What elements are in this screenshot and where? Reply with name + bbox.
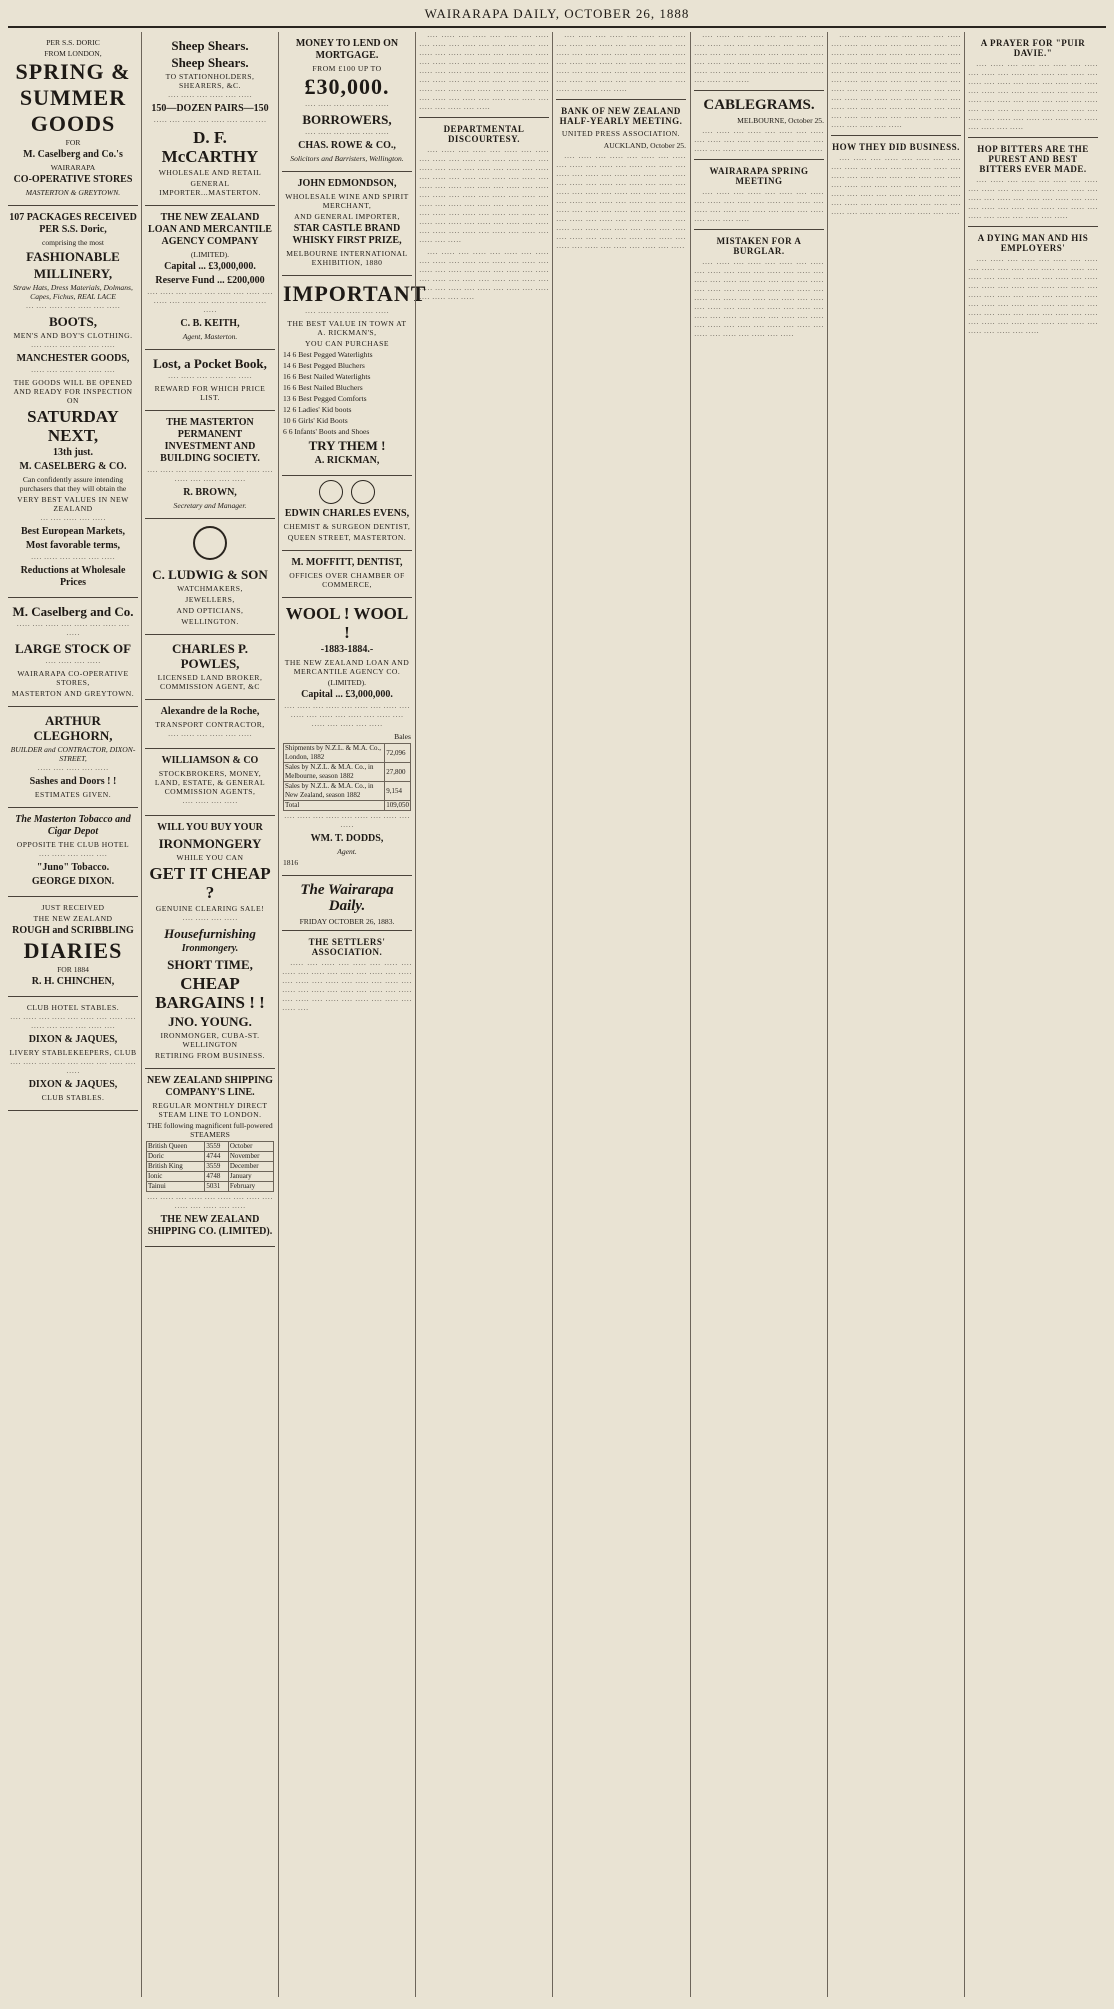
table-row [284, 782, 411, 801]
ad-line: GENUINE CLEARING SALE! [155, 904, 265, 913]
column-6 [694, 32, 824, 1997]
ad-line: FOR [65, 138, 81, 147]
ad-line: Sashes and Doors ! ! [29, 776, 117, 787]
masthead-rule [8, 26, 1106, 28]
table-cell: 27,800 [385, 763, 411, 782]
ad-wool [282, 598, 412, 876]
table-cell: October [228, 1142, 273, 1152]
column-rule [964, 32, 965, 1997]
table-cell: 4744 [205, 1152, 229, 1162]
story-body: ···· ····· ···· ····· ···· ····· ···· ····· ···· ····· ···· ····· ···· ····· ···· ····· ···· ····· ···· ····· ···· ····· ···· ····· ···· ····· ···· ····· ···· ····· ···· ····· ···· ····· ···· ····· ···· ····· ···· ····· ···· ····· ···· ····· ···· ····· ···· ····· [694, 32, 824, 86]
ad-line: THE BEST VALUE IN TOWN AT A. RICKMAN'S, [287, 319, 407, 337]
story-body: ···· ····· ···· ····· ···· ····· ···· ····· ···· ····· ···· ····· ···· ····· ···· ····· ···· ····· ···· ····· ···· ····· ···· ····· ···· ····· ···· ····· ···· ····· ···· ····· ···· ····· ···· ····· ···· ····· ···· ····· ···· ····· ···· ····· ···· ····· ···· ····· [419, 249, 549, 303]
ad-cleghorn [8, 707, 138, 808]
ad-line: A. RICKMAN, [314, 455, 380, 466]
ad-line: LICENSED LAND BROKER, COMMISSION AGENT, &C [157, 673, 263, 691]
table-row [284, 763, 411, 782]
table-cell: 109,050 [386, 801, 409, 809]
ad-body: ···· ····· ···· ····· ···· ····· ···· ····· ···· ····· [284, 813, 410, 831]
divider [419, 117, 549, 118]
table-row [147, 1172, 274, 1182]
ad-line: JEWELLERS, [185, 595, 235, 604]
table-cell: 9,154 [385, 782, 411, 801]
story-body: ···· ····· ···· ····· ···· ····· ···· ····· ···· ····· ···· ····· ···· ····· ···· ····· ···· ····· ···· ····· ···· ····· ···· ····· ···· ····· ···· ····· ···· ····· ···· ····· ···· ····· ···· ····· ···· ····· ···· ····· ···· ····· ···· ····· ···· ····· ···· ····· ···· ····· ···· ····· ···· ····· ···· ····· ···· ····· ···· ····· ···· ····· ···· ····· ···· ····· ···· ····· ···· ····· ···· ····· ···· ····· ···· ····· [419, 32, 549, 113]
ad-line: FASHIONABLE [26, 249, 120, 264]
ad-line: IRONMONGERY [158, 836, 262, 851]
ad-line: STAR CASTLE BRAND WHISKY FIRST PRIZE, [292, 223, 402, 246]
ad-line: Straw Hats, Dress Materials, Dolmans, Capes, Fichus, REAL LACE [13, 283, 133, 301]
ad-nz-loan [145, 206, 275, 350]
divider [694, 90, 824, 91]
story-heading: DEPARTMENTAL DISCOURTESY. [443, 124, 525, 144]
ad-firm: M. Caselberg and Co.'s [23, 149, 123, 160]
story-local [556, 32, 686, 252]
ad-line: D. F. McCARTHY [161, 128, 259, 166]
ad-rickman [282, 276, 427, 476]
column-5 [556, 32, 686, 1997]
story-body: ···· ····· ···· ····· ···· ····· ···· ····· ···· ····· ···· ····· ···· ····· ···· ····· ···· ····· ···· ····· ···· ····· ···· ····· ···· ····· ···· ····· ···· ····· ···· ····· ···· ····· ···· ····· ···· ····· ···· ····· ···· ····· ···· ····· ···· ····· ···· ····· ···· ····· ···· ····· ···· ····· ···· ····· ···· ····· ···· ····· ···· ····· ···· ····· ···· ····· ···· ····· ···· ····· ···· ····· ···· ····· ···· ····· ···· ····· ···· ····· ···· ····· ···· ····· ···· ····· ···· ····· ···· ····· ···· ····· ···· ····· ···· ····· ···· ····· [556, 153, 686, 252]
story-prayer [968, 38, 1098, 337]
ad-body: ···· ····· ···· ····· [182, 915, 238, 924]
newspaper-masthead: The Wairarapa Daily. [300, 882, 394, 914]
ad-line: TO STATIONHOLDERS, SHEARERS, &C. [165, 72, 255, 90]
ad-body: ···· ····· ···· ····· ···· ····· ···· ····· ···· ····· ···· ····· ···· ····· [147, 467, 273, 485]
ad-line: "Juno" Tobacco. [36, 862, 110, 873]
ad-line: MASTERTON & GREYTOWN. [25, 188, 121, 197]
ad-body: ···· ····· ···· ····· ···· ····· ···· ····· ···· ····· ···· ····· ···· ····· ···· [10, 1014, 136, 1032]
crest-icon [351, 480, 375, 504]
table-cell: Sales by N.Z.L. & M.A. Co., in New Zealand, season 1882 [284, 782, 385, 801]
ad-line: C. LUDWIG & SON [152, 567, 268, 582]
ad-body: ···· ····· ···· ····· ···· ····· ···· ····· ···· ····· ···· ····· ···· ····· ···· ····· ···· ····· ···· ····· ···· ····· [284, 703, 410, 730]
table-cell: 3559 [205, 1162, 229, 1172]
ad-line: WOOL ! WOOL ! [285, 604, 409, 642]
column-rule [415, 32, 416, 1997]
ad-line: MEN'S AND BOY'S CLOTHING. [13, 331, 133, 340]
ad-line: Agent. [337, 847, 357, 856]
table-cell: 5031 [205, 1182, 229, 1192]
ad-line: BORROWERS, [302, 112, 392, 127]
table-cell: December [228, 1162, 273, 1172]
ad-line: Ironmongery. [181, 943, 239, 954]
story-heading: WAIRARAPA SPRING MEETING [709, 166, 809, 186]
ad-line: THE NEW ZEALAND LOAN AND MERCANTILE AGENCY CO. [284, 658, 410, 676]
ad-line: CLUB HOTEL STABLES. [26, 1003, 120, 1012]
ad-line: WAIRARAPA CO-OPERATIVE STORES, [17, 669, 129, 687]
ad-line: PER S.S. DORIC [46, 38, 100, 47]
ad-line: CHEAP BARGAINS ! ! [155, 974, 265, 1012]
ad-line: 13 6 Best Pegged Comforts [283, 394, 367, 403]
story-body: ···· ····· ···· ····· ···· ····· ···· ····· ···· ····· ···· ····· ···· ····· ···· ····· ···· ····· ···· ····· ···· ····· ···· ····· ···· ····· ···· ····· ···· ····· ···· ····· ···· ····· ···· ····· ···· ····· ···· ····· ···· ····· [968, 177, 1098, 222]
ad-line: C. B. KEITH, [180, 318, 240, 329]
ad-line: QUEEN STREET, MASTERTON. [287, 533, 407, 542]
story-body: ···· ····· ···· ····· ···· ····· ···· ····· ···· ····· ···· ····· ···· ····· ···· ····· ···· ····· ···· ····· ···· ····· ···· ····· ···· ····· [694, 128, 824, 155]
ad-club-stables [8, 997, 138, 1111]
ad-line: JNO. YOUNG. [168, 1014, 252, 1029]
ad-line: Secretary and Manager. [173, 501, 247, 510]
ad-line: CLUB STABLES. [41, 1093, 105, 1102]
ad-line: ESTIMATES GIVEN. [34, 790, 112, 799]
ad-line: GENERAL IMPORTER...MASTERTON. [159, 179, 261, 197]
ad-line: FROM £100 UP TO [312, 64, 382, 73]
ad-line: Housefurnishing [164, 926, 256, 941]
ad-powles [145, 635, 275, 700]
ad-line: Can confidently assure intending purchasers that they will obtain the [19, 475, 127, 493]
ad-line: M. Caselberg and Co. [12, 604, 134, 619]
divider [694, 159, 824, 160]
table-cell: Doric [147, 1152, 205, 1162]
story-heading: BANK OF NEW ZEALAND HALF-YEARLY MEETING. [559, 106, 683, 126]
ad-money-lend [282, 32, 412, 172]
table-cell: Tainui [147, 1182, 205, 1192]
story-body: ···· ····· ···· ····· ···· ····· ···· ····· ···· ····· ···· ····· ···· ····· ···· ····· ···· ····· ···· ····· ···· ····· ···· ····· ···· ····· ···· ····· ···· ····· ···· ····· ···· ····· ···· ····· ···· ····· ···· ····· ···· ····· ···· ····· ···· ····· ···· ····· ···· ····· ···· ····· ···· ····· ···· ····· ···· ····· [556, 32, 686, 95]
table-cell: 3559 [205, 1142, 229, 1152]
ad-heading-goods: GOODS [30, 111, 116, 136]
ad-line: WHOLESALE AND RETAIL [158, 168, 262, 177]
ad-line: REGULAR MONTHLY DIRECT STEAM LINE TO LONDON. [152, 1101, 268, 1119]
ad-line: (LIMITED). [190, 250, 230, 259]
ad-line: SHORT TIME, [167, 957, 253, 972]
ad-line: AND OPTICIANS, [176, 606, 244, 615]
ad-body: ···· ····· ···· ····· ···· [38, 851, 108, 860]
editorial [282, 882, 412, 1014]
ad-line: THE GOODS WILL BE OPENED AND READY FOR INSPECTION ON [13, 378, 133, 405]
story-body: ····· ···· ····· ···· ····· ···· ····· ···· ····· ···· ····· ···· ····· ···· ····· ···· ····· ···· ····· ···· ····· ···· ····· ···· ····· ···· ····· ···· ····· ···· ····· ···· ····· ···· ····· ···· ····· ···· ····· ···· ····· ···· ····· ···· ····· ···· [282, 960, 412, 1014]
ad-line: Alexandre de la Roche, [160, 706, 260, 717]
story-body: ···· ····· ···· ····· ···· ····· ···· ····· ···· ····· ···· ····· ···· ····· ···· ····· ···· ····· ···· ····· ···· ····· ···· ····· ···· ····· ···· ····· ···· ····· ···· ····· ···· ····· ···· ····· ···· ····· ···· ····· ···· ····· ···· ····· ···· ····· ···· ····· ···· ····· ···· ····· ···· ····· ···· ····· ···· ····· ···· ····· ···· ····· ···· ····· ···· ····· ···· ····· ···· ····· ···· ····· ···· ····· ···· ····· ···· ····· ···· ····· ···· ····· ···· ····· ···· ····· ···· ····· ···· ····· ···· ····· [419, 147, 549, 246]
ad-line: MASTERTON AND GREYTOWN. [11, 689, 135, 698]
ad-body: ···· ····· ···· ····· ···· ····· [167, 92, 253, 101]
column-2 [145, 32, 275, 1997]
table-cell: British Queen [147, 1142, 205, 1152]
ad-line: AND GENERAL IMPORTER, [294, 212, 400, 221]
table-cell: November [228, 1152, 273, 1162]
page-masthead: WAIRARAPA DAILY, OCTOBER 26, 1888 [424, 6, 690, 21]
ad-line: Most favorable terms, [25, 540, 121, 551]
ad-line: Capital ... £3,000,000. [164, 261, 256, 272]
ad-line: 14 6 Best Pegged Waterlights [283, 350, 373, 359]
ad-ludwig [145, 519, 275, 635]
ad-line: TRANSPORT CONTRACTOR, [155, 720, 265, 729]
crest-icon [319, 480, 343, 504]
ad-line: GEORGE DIXON. [31, 876, 115, 887]
ad-line: LIVERY STABLEKEEPERS, CLUB [9, 1048, 137, 1057]
table-cell: January [228, 1172, 273, 1182]
ad-line: DIARIES [23, 938, 123, 963]
table-cell: Total [284, 801, 385, 811]
ad-line: STOCKBROKERS, MONEY, LAND, ESTATE, & GENERAL COMMISSION AGENTS, [154, 769, 266, 796]
ad-line: JOHN EDMONDSON, [297, 178, 397, 189]
ad-line: WHILE YOU CAN [176, 853, 244, 862]
table-row [147, 1142, 274, 1152]
ad-line: WHOLESALE WINE AND SPIRIT MERCHANT, [285, 192, 409, 210]
ad-body: ···· ····· ···· ····· ···· ····· [304, 129, 390, 138]
story-body: ···· ····· ···· ····· ···· ····· ···· ····· ···· ····· ···· ····· ···· ····· ···· ····· ···· ····· ···· ····· ···· ····· ···· ····· ···· ····· ···· ····· ···· ····· ···· ····· ···· ····· ···· ····· ···· ····· ···· ····· ···· ····· ···· ····· ···· ····· ···· ····· ···· ····· ···· ····· ···· ····· ···· ····· ···· ····· ···· ····· ···· ····· [831, 155, 961, 218]
ad-body: ···· ····· ···· ····· ···· ····· ···· ····· ···· ····· ···· ····· ···· ····· ···· ····· ···· ····· [147, 289, 273, 316]
ad-line: 13th just. [52, 447, 93, 458]
ad-line: OPPOSITE THE CLUB HOTEL [16, 840, 130, 849]
table-cell: 4748 [205, 1172, 229, 1182]
divider [968, 137, 1098, 138]
ad-body: ···· ····· ···· ····· ···· ····· [167, 373, 253, 382]
ad-line: The Masterton Tobacco and Cigar Depot [15, 814, 131, 837]
story-burglar-cont [831, 32, 961, 218]
ad-line: 12 6 Ladies' Kid boots [283, 405, 352, 414]
story-subheading: UNITED PRESS ASSOCIATION. [561, 129, 681, 138]
ad-line: BUILDER and CONTRACTOR, DIXON-STREET, [10, 745, 136, 763]
ad-line: -1883-1884.- [320, 644, 374, 655]
ad-body: ····· ···· ····· ···· ····· ···· ····· ···· ····· [16, 621, 130, 639]
ad-line: WELLINGTON. [181, 617, 239, 626]
ad-line: DIXON & JAQUES, [28, 1034, 118, 1045]
divider [282, 930, 412, 931]
ad-line: MONEY TO LEND ON MORTGAGE. [295, 38, 399, 61]
ad-pocket-book [145, 350, 275, 411]
ad-line: Reductions at Wholesale Prices [20, 565, 126, 588]
ad-line: £30,000. [304, 74, 390, 99]
ad-line: THE following magnificent full-powered STEAMERS [147, 1121, 273, 1139]
story-heading: HOP BITTERS ARE THE PUREST AND BEST BITTERS EVER MADE. [977, 144, 1089, 174]
ad-line: EDWIN CHARLES EVENS, [284, 508, 410, 519]
ad-body: ··· ···· ····· ···· ····· [40, 515, 106, 524]
ad-line: VERY BEST VALUES IN NEW ZEALAND [17, 495, 129, 513]
table-cell: Ionic [147, 1172, 205, 1182]
ad-line: SATURDAY NEXT, [27, 407, 119, 445]
story-heading: THE SETTLERS' ASSOCIATION. [308, 937, 386, 957]
story-body: ···· ····· ···· ····· ···· ····· ···· ····· ···· ····· ···· ····· ···· ····· ···· ····· ···· ····· ···· ····· ···· ····· ···· ····· ···· ····· ···· ····· ···· ····· ···· ····· ···· ····· ···· ····· ···· ····· ···· ····· ···· ····· ···· ····· ···· ····· ···· ····· ···· ····· ···· ····· ···· ····· ···· ····· ···· ····· ···· ····· ···· ····· ···· ····· ···· ····· [968, 61, 1098, 133]
ad-line: 14 6 Best Pegged Bluchers [283, 361, 365, 370]
ad-line: MELBOURNE INTERNATIONAL EXHIBITION, 1880 [286, 249, 408, 267]
divider [831, 135, 961, 136]
ad-caselberg-stock [8, 598, 138, 707]
story-body: ···· ····· ···· ····· ···· ····· ···· ····· ···· ····· ···· ····· ···· ····· ···· ····· ···· ····· ···· ····· ···· ····· ···· ····· ···· ····· ···· ····· ···· ····· ···· ····· ···· ····· ···· ····· ···· ····· ···· ····· ···· ····· ···· ····· ···· ····· ···· ····· ···· ····· ···· ····· ···· ····· ···· ····· ···· ····· ···· ····· ···· ····· ···· ····· ···· ····· ···· ····· ···· ····· ···· ····· ···· ····· ···· ····· [968, 256, 1098, 337]
watch-engraving [193, 526, 227, 560]
ad-diaries [8, 897, 138, 997]
table-row [284, 801, 411, 811]
ad-line: IRONMONGER, CUBA-ST. WELLINGTON [160, 1031, 260, 1049]
ad-line: WILL YOU BUY YOUR [157, 822, 263, 833]
ad-line: 10 6 Girls' Kid Boots [283, 416, 348, 425]
column-rule [141, 32, 142, 1997]
editorial-date: FRIDAY OCTOBER 26, 1883. [299, 917, 395, 926]
ad-line: R. H. CHINCHEN, [31, 976, 115, 987]
ad-line: ROUGH and SCRIBBLING [12, 925, 134, 936]
ad-line: 107 PACKAGES RECEIVED PER S.S. Doric, [9, 212, 137, 235]
table-row [147, 1182, 274, 1192]
ad-line: LARGE STOCK OF [14, 641, 132, 656]
column-4 [419, 32, 549, 1997]
ad-line: THE NEW ZEALAND [33, 914, 113, 923]
column-3 [282, 32, 427, 1997]
story-body: ···· ····· ···· ····· ···· ····· ···· ····· ···· ····· ···· ····· ···· ····· ···· ····· ···· ····· ···· ····· ···· ····· ···· ····· ···· ····· ···· ····· ···· ····· [694, 189, 824, 225]
ad-line: FROM LONDON, [44, 49, 102, 58]
ad-line: WM. T. DODDS, [310, 833, 384, 844]
columns [8, 32, 1106, 1997]
ad-line: THE MASTERTON PERMANENT INVESTMENT AND BUILDING SOCIETY. [160, 417, 260, 464]
ad-line: DIXON & JAQUES, [28, 1079, 118, 1090]
ad-body: ····· ···· ····· ···· ····· ···· ····· ···· [153, 117, 267, 126]
ad-body: ···· ····· ···· ····· [45, 658, 101, 667]
story-dateline: MELBOURNE, October 25. [737, 116, 824, 125]
ad-body: ···· ····· ···· ····· ···· ····· ···· ····· ···· ····· ···· ····· ···· ····· [147, 1194, 273, 1212]
ad-line: Best European Markets, [21, 526, 125, 537]
story-dateline: AUCKLAND, October 25. [603, 141, 686, 150]
ad-line: BOOTS, [48, 314, 98, 329]
ad-line: 16 6 Best Nailed Bluchers [283, 383, 363, 392]
bales-table [283, 743, 411, 811]
ad-body: ···· ····· ···· ····· ···· ····· [167, 731, 253, 740]
ad-line: WATCHMAKERS, [177, 584, 243, 593]
ad-line: REWARD FOR WHICH PRICE LIST. [154, 384, 266, 402]
ad-roche [145, 700, 275, 749]
ad-line: CHAS. ROWE & CO., [298, 140, 396, 151]
table-cell: Shipments by N.Z.L. & M.A. Co., London, 1882 [284, 744, 385, 763]
ad-line: 150—DOZEN PAIRS—150 [151, 103, 269, 114]
ad-line: CHARLES P. POWLES, [171, 641, 249, 671]
ad-line: MANCHESTER GOODS, [16, 353, 130, 364]
ad-line: Lost, a Pocket Book, [153, 356, 267, 371]
column-rule [827, 32, 828, 1997]
royal-arms-emblem [283, 480, 411, 506]
divider [556, 99, 686, 100]
table-cell: February [228, 1182, 273, 1192]
story-heading: HOW THEY DID BUSINESS. [832, 142, 960, 152]
ad-line: WILLIAMSON & CO [161, 755, 259, 766]
ad-body: ····· ···· ····· ···· ····· [37, 765, 109, 774]
ad-line: Sheep Shears. [171, 38, 249, 53]
ad-line: M. MOFFITT, DENTIST, [291, 557, 403, 568]
story-body: ···· ····· ···· ····· ···· ····· ···· ····· ···· ····· ···· ····· ···· ····· ···· ····· ···· ····· ···· ····· ···· ····· ···· ····· ···· ····· ···· ····· ···· ····· ···· ····· ···· ····· ···· ····· ···· ····· ···· ····· ···· ····· ···· ····· ···· ····· ···· ····· ···· ····· ···· ····· ···· ····· ···· ····· ···· ····· ···· ····· ···· ····· ···· ····· ···· ····· ···· ····· ···· ····· ···· ····· ···· ····· ···· ····· ···· ····· ···· ····· ···· ····· ···· ····· ···· ····· ···· ····· ···· ····· ···· ····· ···· ····· [831, 32, 961, 131]
column-7 [831, 32, 961, 1997]
table-row [147, 1162, 274, 1172]
column-1 [8, 32, 138, 1997]
ad-ironmongery [145, 816, 275, 1069]
ad-line: Sheep Shears. [171, 55, 249, 70]
ad-line: OFFICES OVER CHAMBER OF COMMERCE, [289, 571, 405, 589]
story-body: ···· ····· ···· ····· ···· ····· ···· ····· ···· ····· ···· ····· ···· ····· ···· ····· ···· ····· ···· ····· ···· ····· ···· ····· ···· ····· ···· ····· ···· ····· ···· ····· ···· ····· ···· ····· ···· ····· ···· ····· ···· ····· ···· ····· ···· ····· ···· ····· ···· ····· ···· ····· ···· ····· ···· ····· ···· ····· ···· ····· ···· ····· ···· ····· ···· ····· ···· ····· ···· ····· ···· ····· ···· ····· ···· ····· ···· ····· [694, 259, 824, 340]
ad-body: ····· ···· ····· ···· ····· ···· [30, 367, 116, 376]
ad-line: YOU CAN PURCHASE [305, 339, 389, 348]
ad-body: ···· ····· ···· ····· ···· ····· [30, 342, 116, 351]
ad-sheep-shears [145, 32, 275, 206]
story-continued [419, 32, 549, 303]
ad-line: THE NEW ZEALAND SHIPPING CO. (LIMITED). [147, 1214, 273, 1237]
ad-line: Solicitors and Barristers, Wellington. [290, 154, 404, 163]
column-rule [278, 32, 279, 1997]
ad-evens [282, 476, 412, 551]
ad-line: NEW ZEALAND SHIPPING COMPANY'S LINE. [147, 1075, 273, 1098]
ad-line: RETIRING FROM BUSINESS. [154, 1051, 266, 1060]
ad-body: ···· ····· ···· ····· ···· ····· [304, 101, 390, 110]
ad-body: ···· ····· ···· ····· ···· ····· [304, 308, 390, 317]
column-rule [552, 32, 553, 1997]
story-heading-large: CABLEGRAMS. [703, 97, 815, 113]
story-heading: A PRAYER FOR "PUIR DAVIE." [980, 38, 1086, 58]
ad-line: 6 6 Infants' Boots and Shoes [283, 427, 370, 436]
table-row [284, 744, 411, 763]
ad-line: CHEMIST & SURGEON DENTIST, [283, 522, 411, 531]
divider [968, 226, 1098, 227]
ad-line: TRY THEM ! [308, 438, 386, 453]
story-bank-cont [694, 32, 824, 340]
ad-line: Reserve Fund ... £200,000 [155, 275, 265, 286]
ad-moffitt [282, 551, 412, 598]
ad-caselberg-packages [8, 206, 138, 598]
column-rule [690, 32, 691, 1997]
ships-table [146, 1141, 274, 1192]
ad-line: CO-OPERATIVE STORES [13, 174, 133, 185]
table-row [147, 1152, 274, 1162]
story-heading: MISTAKEN FOR A BURGLAR. [716, 236, 802, 256]
ad-line: 1816 [283, 858, 299, 867]
column-8 [968, 32, 1098, 1997]
ad-line: R. BROWN, [183, 487, 237, 498]
ad-line: 16 6 Best Nailed Waterlights [283, 372, 371, 381]
ad-caselberg-spring [8, 32, 138, 206]
ad-line: Agent, Masterton. [182, 332, 238, 341]
ad-body: ···· ····· ···· ····· [182, 798, 238, 807]
ad-line: M. CASELBERG & CO. [19, 461, 127, 472]
ad-edmondson [282, 172, 412, 276]
ad-line: JUST RECEIVED [41, 903, 105, 912]
table-cell: Sales by N.Z.L. & M.A. Co., in Melbourne, season 1882 [284, 763, 385, 782]
ad-line: Bales [394, 732, 411, 741]
ad-body: ···· ····· ···· ····· ···· ····· [30, 554, 116, 563]
ad-line: (LIMITED). [327, 678, 367, 687]
table-cell: 72,096 [385, 744, 411, 763]
ad-line: Capital ... £3,000,000. [301, 689, 393, 700]
ad-line: THE NEW ZEALAND LOAN AND MERCANTILE AGENCY COMPANY [148, 212, 272, 247]
ad-shipping [145, 1069, 275, 1247]
ad-line: comprising the most [41, 238, 104, 247]
ad-line: MILLINERY, [33, 266, 113, 281]
ad-building-society [145, 411, 275, 519]
ad-williamson [145, 749, 275, 816]
ad-line: ARTHUR CLEGHORN, [33, 713, 113, 743]
ad-heading-spring: SPRING & [15, 59, 131, 84]
table-cell: British King [147, 1162, 205, 1172]
story-heading: A DYING MAN AND HIS EMPLOYERS' [977, 233, 1089, 253]
ad-tobacco [8, 808, 138, 897]
divider [694, 229, 824, 230]
ad-heading-summer: SUMMER [19, 85, 127, 110]
ad-body: ··· ···· ····· ···· ····· ···· ····· [25, 303, 121, 312]
ad-line: WAIRARAPA [50, 163, 96, 172]
ad-line: FOR 1884 [57, 965, 89, 974]
ad-line: IMPORTANT [283, 281, 427, 306]
ad-line: GET IT CHEAP ? [149, 864, 271, 902]
ad-body: ···· ····· ···· ····· ···· ····· ···· ····· ···· ····· [10, 1059, 136, 1077]
